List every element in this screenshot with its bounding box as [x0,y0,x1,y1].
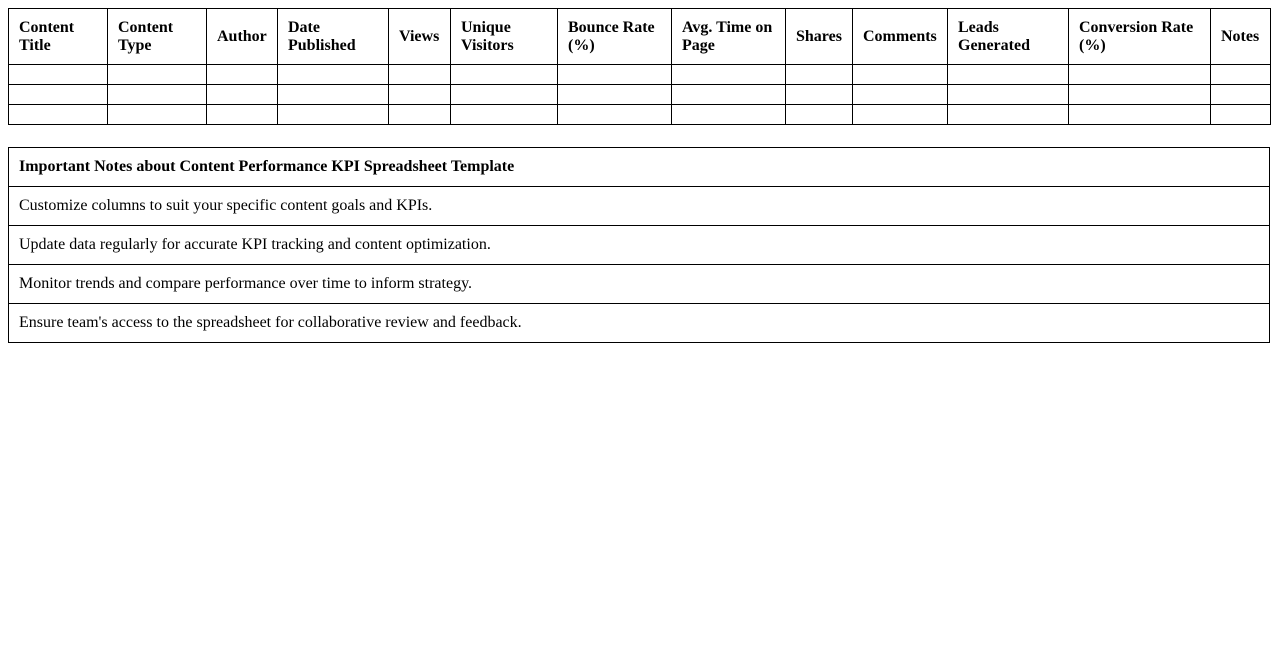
column-header-leads-generated: Leads Generated [948,9,1069,65]
table-cell[interactable] [278,65,389,85]
table-cell[interactable] [278,105,389,125]
important-notes-table [8,147,1270,343]
column-header-conversion-rate: Conversion Rate (%) [1069,9,1211,65]
note-row [9,265,1270,304]
table-cell[interactable] [389,65,451,85]
column-header-content-type: Content Type [108,9,207,65]
table-cell[interactable] [451,105,558,125]
note-item: Update data regularly for accurate KPI tracking and content optimization. [9,226,1270,265]
notes-title: Important Notes about Content Performance KPI Spreadsheet Template [9,148,1270,187]
table-cell[interactable] [1211,85,1271,105]
column-header-bounce-rate: Bounce Rate (%) [558,9,672,65]
table-cell[interactable] [672,85,786,105]
table-cell[interactable] [9,65,108,85]
column-header-unique-visitors: Unique Visitors [451,9,558,65]
table-cell[interactable] [1211,105,1271,125]
note-item: Monitor trends and compare performance over time to inform strategy. [9,265,1270,304]
table-cell[interactable] [786,105,853,125]
table-cell[interactable] [1069,105,1211,125]
column-header-notes: Notes [1211,9,1271,65]
table-cell[interactable] [558,65,672,85]
table-cell[interactable] [786,85,853,105]
table-cell[interactable] [558,85,672,105]
table-cell[interactable] [207,105,278,125]
table-cell[interactable] [948,65,1069,85]
table-row [9,65,1271,85]
column-header-content-title: Content Title [9,9,108,65]
kpi-spreadsheet-table [8,8,1271,125]
note-row [9,304,1270,343]
table-cell[interactable] [207,65,278,85]
column-header-comments: Comments [853,9,948,65]
table-cell[interactable] [108,65,207,85]
table-cell[interactable] [389,105,451,125]
table-cell[interactable] [948,105,1069,125]
table-cell[interactable] [389,85,451,105]
notes-header-row [9,148,1270,187]
table-cell[interactable] [853,85,948,105]
table-cell[interactable] [786,65,853,85]
table-cell[interactable] [1069,85,1211,105]
column-header-author: Author [207,9,278,65]
header-row [9,9,1271,65]
table-cell[interactable] [9,85,108,105]
table-cell[interactable] [108,85,207,105]
table-cell[interactable] [207,85,278,105]
table-cell[interactable] [672,65,786,85]
table-cell[interactable] [451,65,558,85]
table-cell[interactable] [1211,65,1271,85]
table-cell[interactable] [853,105,948,125]
table-row [9,105,1271,125]
column-header-avg-time-on-page: Avg. Time on Page [672,9,786,65]
column-header-date-published: Date Published [278,9,389,65]
table-cell[interactable] [853,65,948,85]
table-cell[interactable] [278,85,389,105]
table-cell[interactable] [948,85,1069,105]
table-cell[interactable] [672,105,786,125]
table-row [9,85,1271,105]
column-header-shares: Shares [786,9,853,65]
table-cell[interactable] [1069,65,1211,85]
table-cell[interactable] [558,105,672,125]
note-row [9,187,1270,226]
note-item: Customize columns to suit your specific content goals and KPIs. [9,187,1270,226]
table-cell[interactable] [9,105,108,125]
table-cell[interactable] [451,85,558,105]
column-header-views: Views [389,9,451,65]
table-cell[interactable] [108,105,207,125]
note-item: Ensure team's access to the spreadsheet for collaborative review and feedback. [9,304,1270,343]
note-row [9,226,1270,265]
